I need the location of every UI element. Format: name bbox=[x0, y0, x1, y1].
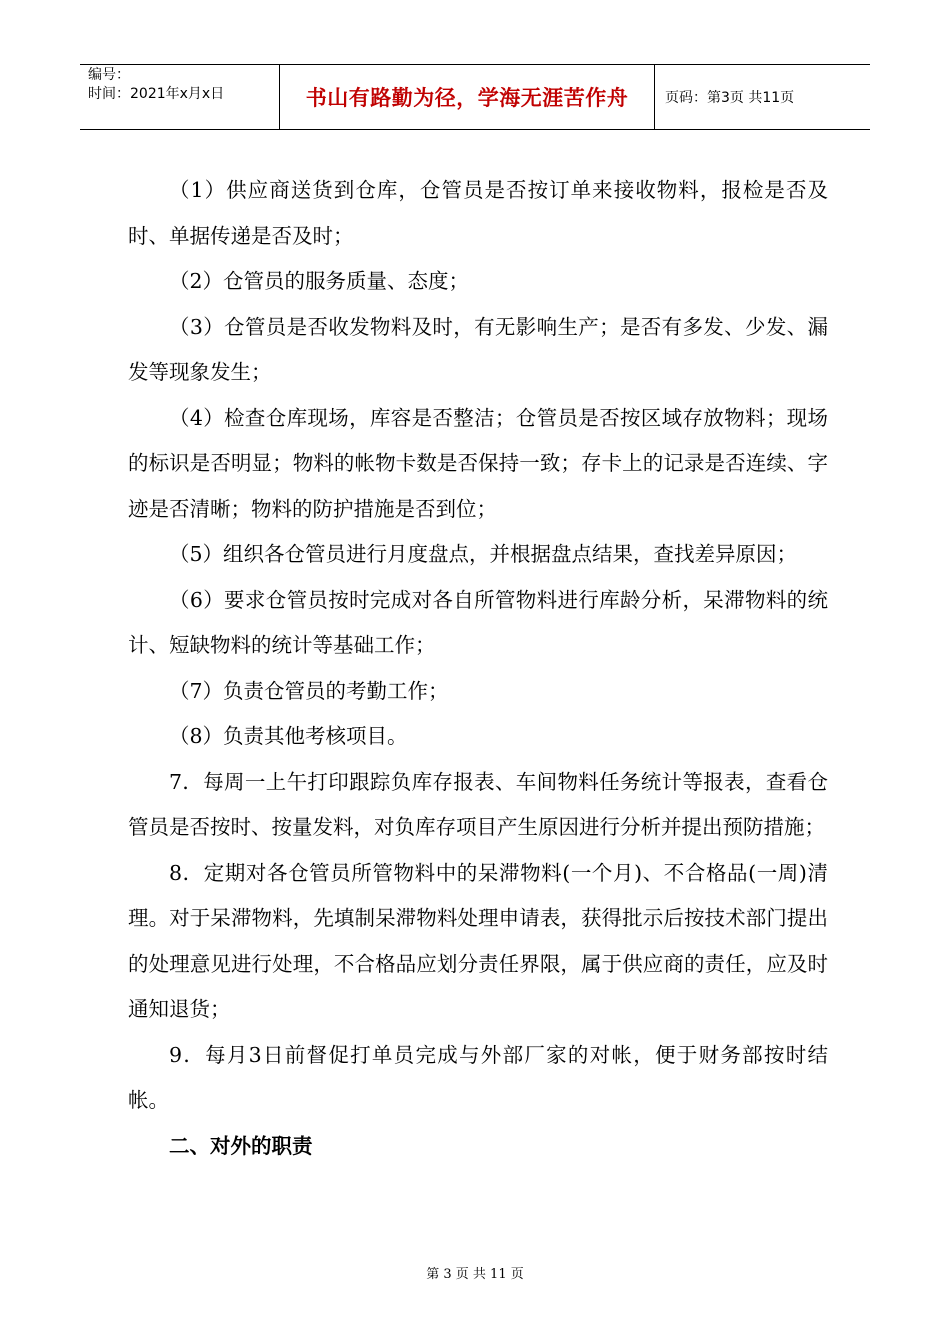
paragraph-point-7: 7．每周一上午打印跟踪负库存报表、车间物料任务统计等报表，查看仓管员是否按时、按量发料，对负库存项目产生原因进行分析并提出预防措施； bbox=[128, 769, 828, 839]
document-time-label: 时间：2021年x月x日 bbox=[88, 86, 225, 102]
document-number-label: 编号： bbox=[88, 67, 130, 83]
header-meta-cell bbox=[80, 65, 280, 129]
paragraph-item-4: （4）检查仓库现场，库容是否整洁；仓管员是否按区域存放物料；现场的标识是否明显；物料的帐物卡数是否保持一致；存卡上的记录是否连续、字迹是否清晰；物料的防护措施是否到位； bbox=[128, 405, 828, 521]
paragraph-item-8: （8）负责其他考核项目。 bbox=[169, 724, 408, 748]
paragraph-item-1: （1）供应商送货到仓库，仓管员是否按订单来接收物料，报检是否及时、单据传递是否及时； bbox=[128, 178, 828, 248]
paragraph-point-9: 9．每月3日前督促打单员完成与外部厂家的对帐，便于财务部按时结帐。 bbox=[128, 1042, 828, 1112]
paragraph-item-6: （6）要求仓管员按时完成对各自所管物料进行库龄分析，呆滞物料的统计、短缺物料的统计等基础工作； bbox=[128, 587, 828, 657]
page-header bbox=[80, 64, 870, 130]
document-body bbox=[128, 168, 828, 1169]
paragraph-item-7: （7）负责仓管员的考勤工作； bbox=[169, 678, 449, 703]
paragraph-point-8: 8．定期对各仓管员所管物料中的呆滞物料(一个月)、不合格品(一周)清理。对于呆滞物料，先填制呆滞物料处理申请表，获得批示后按技术部门提出的处理意见进行处理，不合格品应划分责任界限，属于供应商的责任，应及时通知退货； bbox=[128, 860, 828, 1021]
paragraph-item-2: （2）仓管员的服务质量、态度； bbox=[169, 269, 470, 293]
page-footer: 第 3 页 共 11 页 bbox=[426, 1267, 524, 1282]
paragraph-item-3: （3）仓管员是否收发物料及时，有无影响生产；是否有多发、少发、漏发等现象发生； bbox=[128, 314, 828, 384]
header-page-info: 页码：第3页 共11页 bbox=[665, 90, 795, 106]
section-heading: 二、对外的职责 bbox=[169, 1133, 313, 1158]
header-motto: 书山有路勤为径，学海无涯苦作舟 bbox=[280, 65, 655, 129]
paragraph-item-5: （5）组织各仓管员进行月度盘点，并根据盘点结果，查找差异原因； bbox=[169, 542, 798, 566]
